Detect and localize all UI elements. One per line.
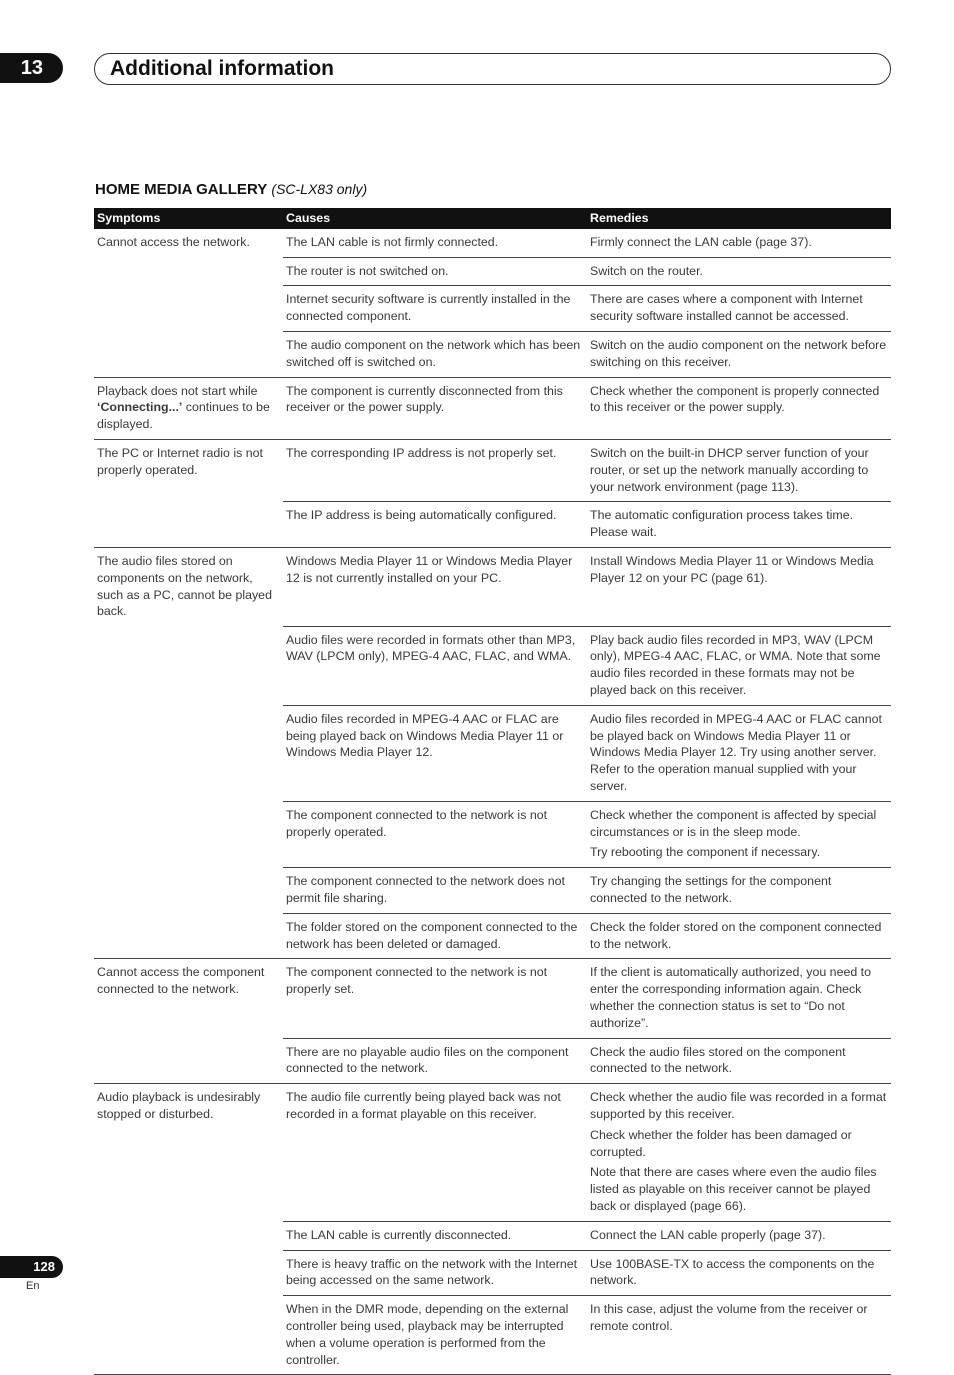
symptom-cell (94, 913, 283, 959)
symptom-text: The audio files stored on components on the network, such as a PC, cannot be played back. (97, 553, 272, 619)
remedy-cell (587, 868, 891, 914)
remedy-cell (587, 801, 891, 867)
remedy-cell (587, 331, 891, 377)
cause-cell: There is heavy traffic on the network with the Internet being accessed on the same network. (283, 1250, 587, 1296)
remedy-text: Check the audio files stored on the component connected to the network. (590, 1044, 846, 1076)
remedy-cell (587, 547, 891, 626)
remedy-text: Firmly connect the LAN cable (page 37). (590, 234, 812, 249)
symptom-text: Audio playback is undesirably stopped or disturbed. (97, 1090, 261, 1121)
table-row (94, 868, 891, 914)
symptom-cell (94, 1038, 283, 1084)
symptom-cell (94, 257, 283, 286)
symptom-text: Playback does not start while (97, 383, 258, 398)
symptom-text: continues to be displayed. (97, 400, 270, 432)
header-symptoms: Symptoms (94, 208, 283, 229)
remedy-text: Audio files recorded in MPEG-4 AAC or FLAC cannot be played back on Windows Media Player 11 or Windows Media Player 12. Try using another server. Refer to the operation manual supplied with your server. (590, 711, 883, 794)
remedy-text: Note that there are cases where even the audio files listed as playable on this receiver cannot be played back or displayed (page 66). (590, 1165, 877, 1213)
remedy-text: Use 100BASE-TX to access the components on the network. (590, 1256, 875, 1288)
cause-cell: The audio component on the network which has been switched off is switched on. (283, 331, 587, 377)
cause-cell: The LAN cable is currently disconnected. (283, 1221, 587, 1250)
cause-cell: The audio file currently being played back was not recorded in a format playable on this receiver. (283, 1084, 587, 1222)
cause-cell: The LAN cable is not firmly connected. (283, 229, 587, 257)
remedy-text: Try rebooting the component if necessary. (590, 845, 821, 860)
remedy-text: Check whether the component is affected by special circumstances or is in the sleep mode. (590, 807, 877, 839)
header-causes: Causes (283, 208, 587, 229)
table-row (94, 547, 891, 626)
table-row (94, 913, 891, 959)
remedy-cell (587, 377, 891, 439)
symptom-cell (94, 229, 283, 257)
symptom-cell (94, 331, 283, 377)
remedy-cell (587, 439, 891, 501)
cause-cell: The component connected to the network is not properly set. (283, 959, 587, 1038)
remedy-cell (587, 705, 891, 801)
table-body (94, 229, 891, 1375)
remedy-text: Install Windows Media Player 11 or Windows Media Player 12 on your PC (page 61). (590, 553, 874, 585)
remedy-cell (587, 626, 891, 705)
cause-cell: The component connected to the network is not properly operated. (283, 801, 587, 867)
symptom-cell (94, 377, 283, 439)
remedy-cell (587, 286, 891, 332)
table-row (94, 502, 891, 548)
remedy-text: If the client is automatically authorized, you need to enter the corresponding information again. Check whether the connection status is set to “Do not authorize”. (590, 965, 872, 1030)
symptom-cell (94, 547, 283, 626)
remedy-cell (587, 1296, 891, 1375)
chapter-title: Additional information (110, 57, 334, 80)
remedy-text: Check the folder stored on the component connected to the network. (590, 919, 882, 951)
table-row (94, 331, 891, 377)
table-row (94, 257, 891, 286)
remedy-text: Switch on the router. (590, 263, 703, 278)
symptom-text: ‘Connecting...’ (97, 400, 183, 415)
symptom-cell (94, 801, 283, 867)
section-heading (95, 179, 367, 200)
symptom-cell (94, 439, 283, 501)
symptom-text: The PC or Internet radio is not properly operated. (97, 445, 263, 477)
remedy-text: Connect the LAN cable properly (page 37). (590, 1227, 826, 1242)
symptom-text: Cannot access the component connected to the network. (97, 965, 265, 997)
remedy-text: The automatic configuration process takes time. Please wait. (590, 508, 854, 540)
cause-cell: The router is not switched on. (283, 257, 587, 286)
remedy-cell (587, 257, 891, 286)
remedy-cell (587, 913, 891, 959)
page-number: 128 (0, 1256, 63, 1278)
remedy-text: In this case, adjust the volume from the receiver or remote control. (590, 1302, 868, 1333)
symptom-cell (94, 705, 283, 801)
table-row (94, 439, 891, 501)
cause-cell: The component connected to the network does not permit file sharing. (283, 868, 587, 914)
remedy-cell (587, 1084, 891, 1222)
cause-cell: Audio files recorded in MPEG-4 AAC or FLAC are being played back on Windows Media Player 11 or Windows Media Player 12. (283, 705, 587, 801)
symptom-cell (94, 1221, 283, 1250)
table-row (94, 801, 891, 867)
cause-cell: Internet security software is currently installed in the connected component. (283, 286, 587, 332)
remedy-text: Switch on the audio component on the network before switching on this receiver. (590, 337, 887, 369)
cause-cell: There are no playable audio files on the component connected to the network. (283, 1038, 587, 1084)
table-row (94, 1296, 891, 1375)
remedy-text: There are cases where a component with Internet security software installed cannot be accessed. (590, 292, 863, 324)
section-subtitle: (SC-LX83 only) (271, 181, 368, 197)
remedy-cell (587, 1221, 891, 1250)
symptom-cell (94, 1296, 283, 1375)
remedy-cell (587, 229, 891, 257)
symptom-text: Cannot access the network. (97, 234, 250, 249)
symptom-cell (94, 1250, 283, 1296)
symptom-cell (94, 286, 283, 332)
table-row (94, 1221, 891, 1250)
cause-cell: Audio files were recorded in formats other than MP3, WAV (LPCM only), MPEG-4 AAC, FLAC, and WMA. (283, 626, 587, 705)
chapter-number-tab: 13 (0, 53, 63, 83)
remedy-text: Switch on the built-in DHCP server function of your router, or set up the network manually according to your network environment (page 113). (590, 445, 869, 494)
symptom-cell (94, 959, 283, 1038)
table-row (94, 286, 891, 332)
table-row (94, 377, 891, 439)
section-title: HOME MEDIA GALLERY (95, 181, 268, 198)
table-row (94, 1038, 891, 1084)
table-row (94, 229, 891, 257)
cause-cell: Windows Media Player 11 or Windows Media Player 12 is not currently installed on your PC. (283, 547, 587, 626)
symptom-cell (94, 502, 283, 548)
symptom-cell (94, 626, 283, 705)
remedy-text: Try changing the settings for the component connected to the network. (590, 874, 832, 905)
remedy-text: Check whether the folder has been damaged or corrupted. (590, 1127, 852, 1159)
header-remedies: Remedies (587, 208, 891, 229)
cause-cell: The component is currently disconnected from this receiver or the power supply. (283, 377, 587, 439)
table-header-row (94, 208, 891, 229)
troubleshooting-table (94, 208, 891, 1375)
cause-cell: When in the DMR mode, depending on the external controller being used, playback may be interrupted when a volume operation is performed from the controller. (283, 1296, 587, 1375)
remedy-cell (587, 1038, 891, 1084)
symptom-cell (94, 868, 283, 914)
table-row (94, 626, 891, 705)
language-label: En (26, 1280, 40, 1292)
remedy-text: Play back audio files recorded in MP3, WAV (LPCM only), MPEG-4 AAC, FLAC, or WMA. Note that some audio files recorded in these formats may not be played back on this receiver. (590, 632, 881, 698)
remedy-text: Check whether the audio file was recorded in a format supported by this receiver. (590, 1090, 887, 1121)
table-row (94, 1250, 891, 1296)
remedy-text: Check whether the component is properly connected to this receiver or the power supply. (590, 383, 880, 415)
cause-cell: The folder stored on the component connected to the network has been deleted or damaged. (283, 913, 587, 959)
cause-cell: The IP address is being automatically configured. (283, 502, 587, 548)
table-row (94, 705, 891, 801)
table-row (94, 1084, 891, 1222)
remedy-cell (587, 502, 891, 548)
table-row (94, 959, 891, 1038)
cause-cell: The corresponding IP address is not properly set. (283, 439, 587, 501)
symptom-cell (94, 1084, 283, 1222)
remedy-cell (587, 959, 891, 1038)
remedy-cell (587, 1250, 891, 1296)
